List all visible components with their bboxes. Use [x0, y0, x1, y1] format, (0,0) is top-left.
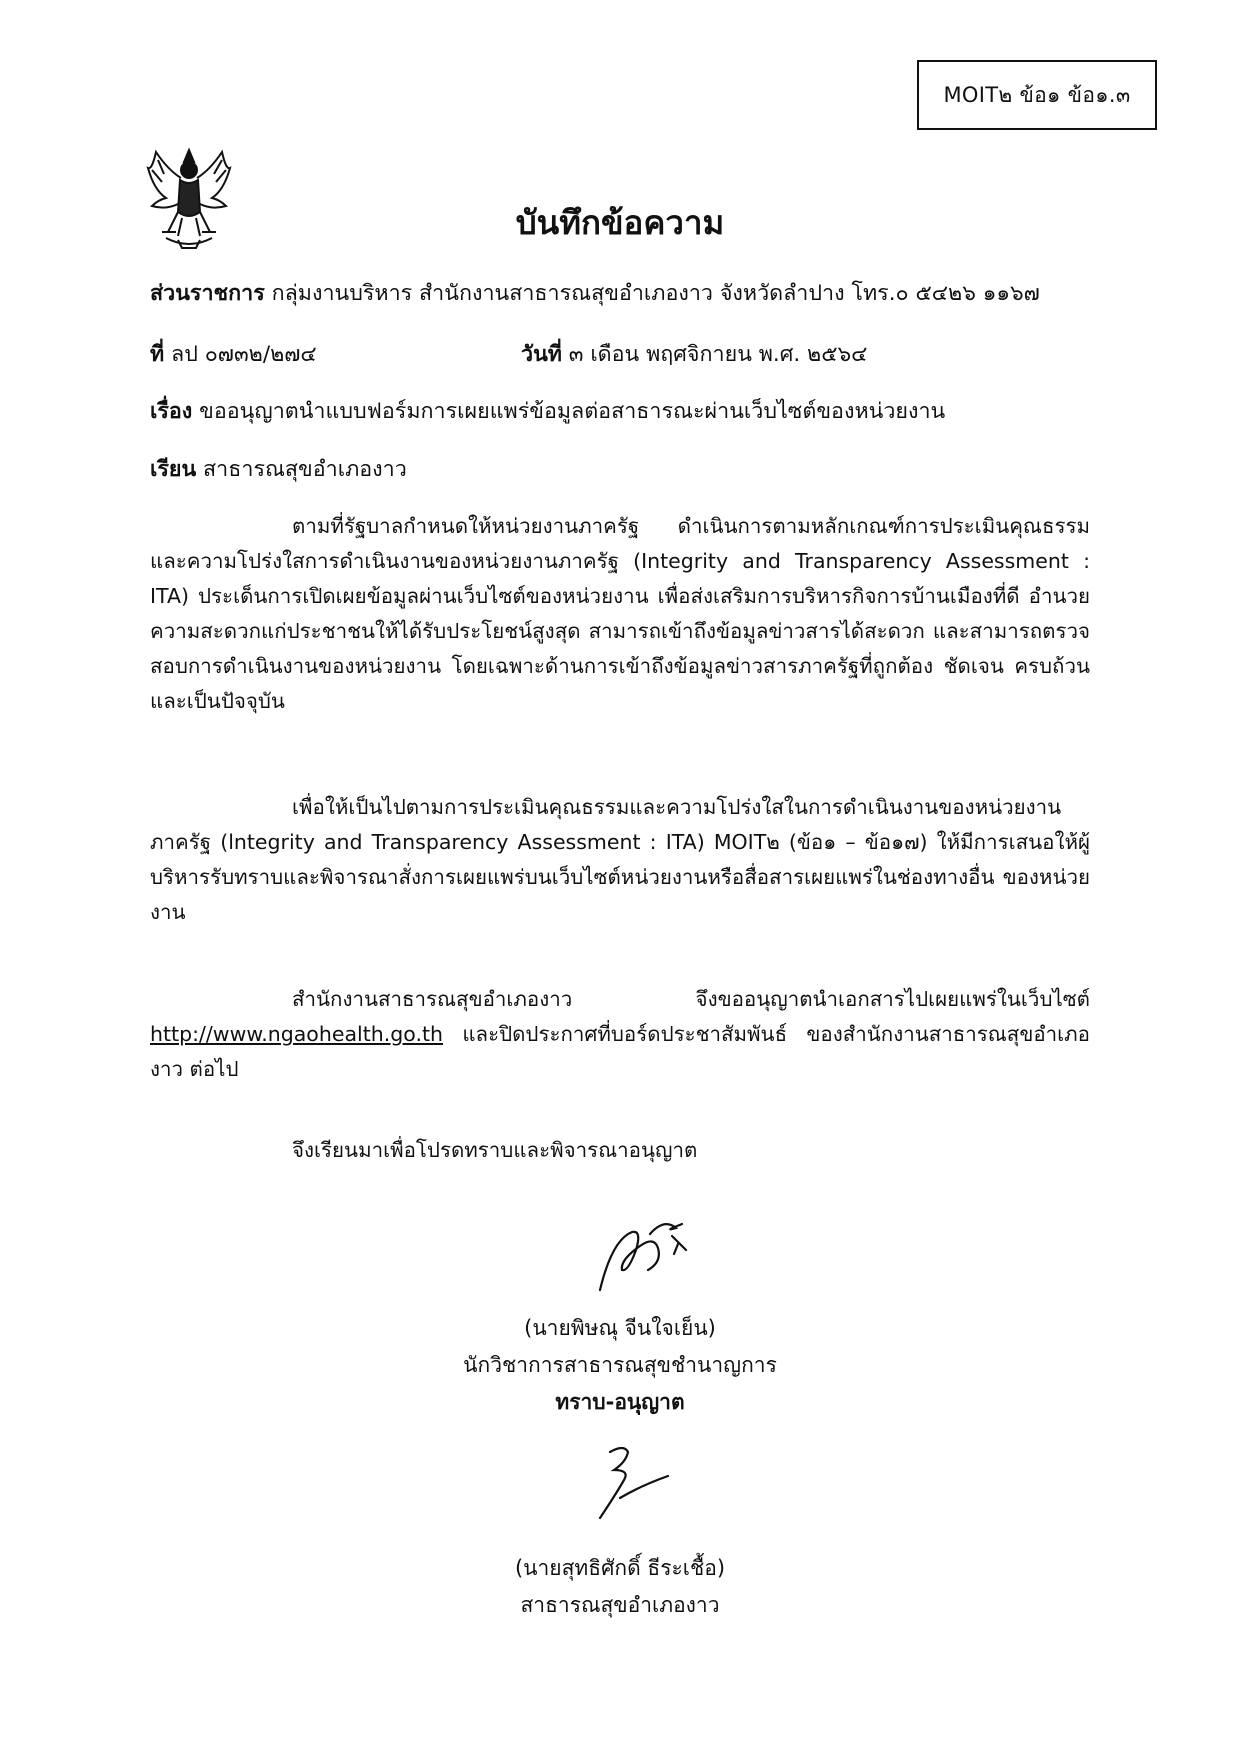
closing-text: จึงเรียนมาเพื่อโปรดทราบและพิจารณาอนุญาต — [292, 1138, 698, 1162]
signer-2-name: (นายสุทธิศักดิ์ ธีระเชื้อ) — [514, 1556, 726, 1580]
agency-line — [150, 279, 1040, 309]
reference-code: MOIT๒ ข้อ๑ ข้อ๑.๓ — [943, 82, 1131, 107]
signature-1-icon — [592, 1210, 702, 1300]
subject-line — [150, 397, 945, 427]
to-line — [150, 455, 407, 485]
signer-1-name: (นายพิษณุ จีนใจเย็น) — [524, 1316, 716, 1340]
ref-label: ที่ — [150, 342, 165, 367]
agency-value: กลุ่มงานบริหาร สำนักงานสาธารณสุขอำเภองาว จังหวัดลำปาง โทร.๐ ๕๔๒๖ ๑๑๖๗ — [271, 281, 1040, 306]
signature-2-icon — [580, 1440, 690, 1528]
to-label: เรียน — [150, 457, 197, 482]
ref-line — [150, 340, 317, 370]
date-value: ๓ เดือน พฤศจิกายน พ.ศ. ๒๕๖๔ — [568, 342, 868, 367]
website-link[interactable]: http://www.ngaohealth.go.th — [150, 1022, 443, 1046]
signer-2-position: สาธารณสุขอำเภองาว — [520, 1593, 720, 1617]
signer-1-block — [380, 1310, 860, 1421]
date-label: วันที่ — [521, 342, 562, 367]
reference-code-box — [917, 60, 1157, 130]
subject-value: ขออนุญาตนำแบบฟอร์มการเผยแพร่ข้อมูลต่อสาธารณะผ่านเว็บไซต์ของหน่วยงาน — [199, 399, 946, 424]
paragraph-3-text-before-link: สำนักงานสาธารณสุขอำเภองาว จึงขออนุญาตนำเอกสารไปเผยแพร่ในเว็บไซต์ — [292, 987, 1090, 1011]
paragraph-1 — [150, 509, 1090, 719]
memo-title: บันทึกข้อความ — [515, 203, 725, 242]
paragraph-3 — [150, 982, 1090, 1087]
closing-paragraph — [150, 1133, 1090, 1168]
signer-1-position: นักวิชาการสาธารณสุขชำนาญการ — [463, 1353, 777, 1377]
ref-value: ลป ๐๗๓๒/๒๗๔ — [171, 342, 317, 367]
approval-text: ทราบ-อนุญาต — [555, 1390, 685, 1414]
subject-label: เรื่อง — [150, 399, 193, 424]
agency-label: ส่วนราชการ — [150, 281, 265, 306]
paragraph-2-text: เพื่อให้เป็นไปตามการประเมินคุณธรรมและความโปร่งใสในการดำเนินงานของหน่วยงานภาครัฐ (lntegrity and Transparency Assessment : ITA) MOIT๒ (ข้อ๑ – ข้อ๑๗) ให้มีการเสนอให้ผู้บริหารรับทราบและพิจารณาสั่งการเผยแพร่บนเว็บไซต์หน่วยงานหรือสื่อสารเผยแพร่ในช่องทางอื่น ของหน่วยงาน — [150, 795, 1090, 924]
date-line — [521, 340, 867, 370]
signer-2-block — [380, 1550, 860, 1624]
paragraph-3-text-after-link: และปิดประกาศที่บอร์ดประชาสัมพันธ์ ของสำนักงานสาธารณสุขอำเภองาว ต่อไป — [150, 1022, 1090, 1081]
paragraph-1-text: ตามที่รัฐบาลกำหนดให้หน่วยงานภาครัฐ ดำเนินการตามหลักเกณฑ์การประเมินคุณธรรม และความโปร่งใสการดำเนินงานของหน่วยงานภาครัฐ (Integrity and Transparency Assessment : ITA) ประเด็นการเปิดเผยข้อมูลผ่านเว็บไซต์ของหน่วยงาน เพื่อส่งเสริมการบริหารกิจการบ้านเมืองที่ดี อำนวยความสะดวกแก่ประชาชนให้ได้รับประโยชน์สูงสุด สามารถเข้าถึงข้อมูลข่าวสารได้สะดวก และสามารถตรวจสอบการดำเนินงานของหน่วยงาน โดยเฉพาะด้านการเข้าถึงข้อมูลข่าวสารภาครัฐที่ถูกต้อง ชัดเจน ครบถ้วน และเป็นปัจจุบัน — [150, 514, 1090, 713]
to-value: สาธารณสุขอำเภองาว — [203, 457, 407, 482]
paragraph-2 — [150, 790, 1090, 930]
